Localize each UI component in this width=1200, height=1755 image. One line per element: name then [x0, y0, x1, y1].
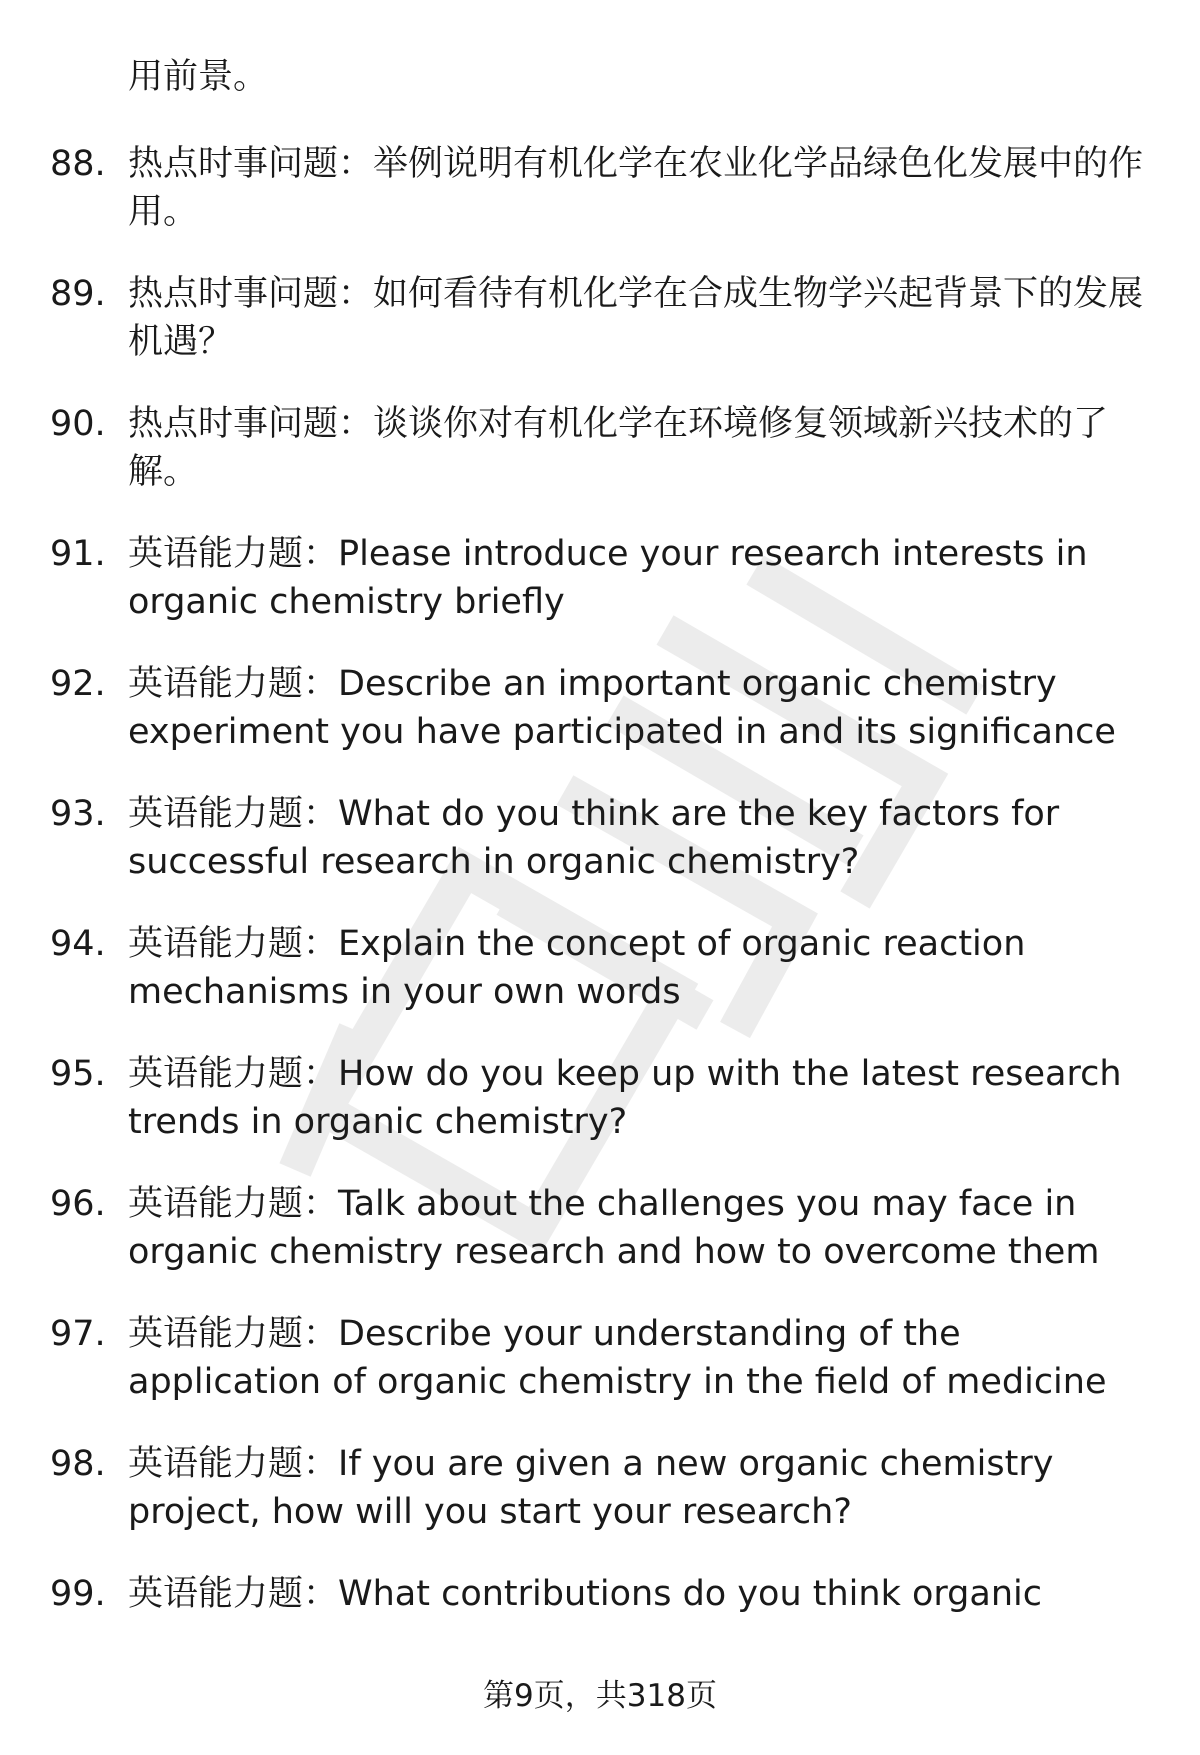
question-item	[50, 1570, 1160, 1618]
question-text: 英语能力题：Please introduce your research interests in organic chemistry briefly	[128, 534, 1088, 622]
question-item	[50, 1050, 1160, 1146]
question-number: 95.	[50, 1054, 106, 1094]
page-footer: 第9页，共318页	[483, 1678, 717, 1714]
question-item	[50, 1440, 1160, 1536]
question-number: 89.	[50, 274, 106, 314]
question-item	[50, 1310, 1160, 1406]
question-item	[50, 270, 1160, 366]
question-text: 英语能力题：Talk about the challenges you may face in organic chemistry research and how to overcome them	[128, 1184, 1100, 1272]
question-item	[50, 530, 1160, 626]
question-text: 英语能力题：Describe an important organic chemistry experiment you have participated in and its significance	[128, 664, 1116, 752]
question-text: 英语能力题：What contributions do you think organic	[128, 1574, 1042, 1614]
question-item	[50, 660, 1160, 756]
continued-text: 用前景。	[128, 57, 269, 97]
question-number: 98.	[50, 1444, 106, 1484]
question-text: 热点时事问题：谈谈你对有机化学在环境修复领域新兴技术的了解。	[128, 404, 1109, 492]
question-number: 99.	[50, 1574, 106, 1614]
question-item	[50, 400, 1160, 496]
question-number: 91.	[50, 534, 106, 574]
question-text: 英语能力题：How do you keep up with the latest research trends in organic chemistry?	[128, 1054, 1122, 1142]
question-text: 热点时事问题：如何看待有机化学在合成生物学兴起背景下的发展机遇？	[128, 274, 1144, 362]
question-item	[50, 790, 1160, 886]
question-number: 88.	[50, 144, 106, 184]
question-number: 97.	[50, 1314, 106, 1354]
question-item	[50, 920, 1160, 1016]
question-number: 96.	[50, 1184, 106, 1224]
question-number: 92.	[50, 664, 106, 704]
question-number: 94.	[50, 924, 106, 964]
question-number: 90.	[50, 404, 106, 444]
question-list	[50, 140, 1160, 1652]
question-item	[50, 1180, 1160, 1276]
question-text: 英语能力题：What do you think are the key factors for successful research in organic chemistry?	[128, 794, 1060, 882]
question-item	[50, 140, 1160, 236]
question-text: 热点时事问题：举例说明有机化学在农业化学品绿色化发展中的作用。	[128, 144, 1144, 232]
question-text: 英语能力题：If you are given a new organic chemistry project, how will you start your research?	[128, 1444, 1054, 1532]
question-number: 93.	[50, 794, 106, 834]
question-text: 英语能力题：Explain the concept of organic reaction mechanisms in your own words	[128, 924, 1026, 1012]
question-text: 英语能力题：Describe your understanding of the application of organic chemistry in the field of medicine	[128, 1314, 1107, 1402]
